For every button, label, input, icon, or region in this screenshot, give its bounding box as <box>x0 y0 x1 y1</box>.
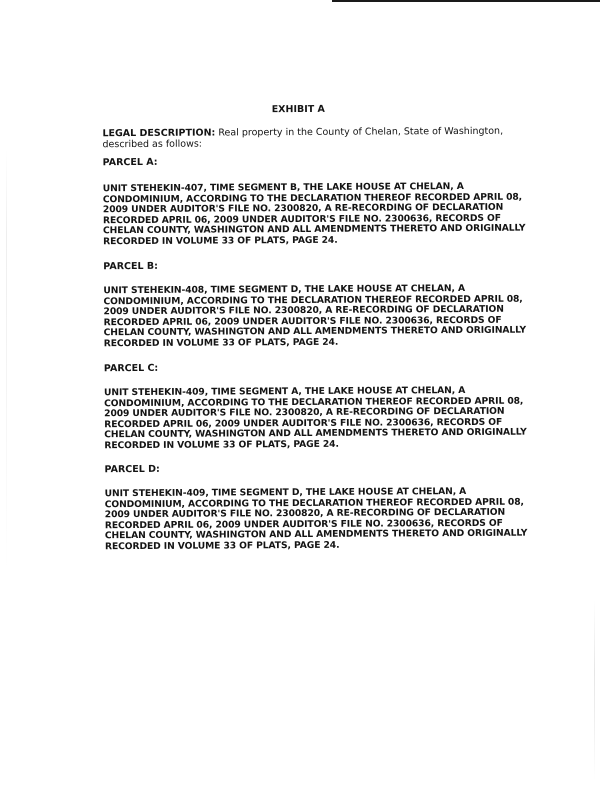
parcel-line: UNIT STEHEKIN-408, TIME SEGMENT D, THE LAKE HOUSE AT CHELAN, A <box>103 282 465 297</box>
parcel-c-description <box>103 384 527 452</box>
parcel-a-description <box>102 180 526 248</box>
parcel-d-heading: PARCEL D: <box>104 463 160 476</box>
parcel-line: 2009 UNDER AUDITOR'S FILE NO. 2300820, A RE-RECORDING OF DECLARATION <box>103 303 504 318</box>
parcel-line: UNIT STEHEKIN-409, TIME SEGMENT A, THE LAKE HOUSE AT CHELAN, A <box>103 384 466 399</box>
parcel-line: CHELAN COUNTY, WASHINGTON AND ALL AMENDMENTS THERETO AND ORIGINALLY <box>103 324 527 339</box>
parcel-line: CONDOMINIUM, ACCORDING TO THE DECLARATION THEREOF RECORDED APRIL 08, <box>102 191 523 205</box>
parcel-a-heading: PARCEL A: <box>102 156 158 169</box>
legal-description <box>102 127 522 151</box>
exhibit-title: EXHIBIT A <box>271 103 325 116</box>
parcel-line: CONDOMINIUM, ACCORDING TO THE DECLARATION THEREOF RECORDED APRIL 08, <box>103 293 523 307</box>
parcel-b-description <box>103 282 527 350</box>
parcel-line: CONDOMINIUM, ACCORDING TO THE DECLARATION THEREOF RECORDED APRIL 08, <box>104 496 524 510</box>
parcel-line: CHELAN COUNTY, WASHINGTON AND ALL AMENDMENTS THERETO AND ORIGINALLY <box>104 426 527 441</box>
legal-description-text: Real property in the County of Chelan, State of Washington, described as follows: <box>102 125 504 150</box>
parcel-line: RECORDED APRIL 06, 2009 UNDER AUDITOR'S FILE NO. 2300636, RECORDS OF <box>103 314 502 328</box>
parcel-line: RECORDED APRIL 06, 2009 UNDER AUDITOR'S FILE NO. 2300636, RECORDS OF <box>102 212 501 226</box>
legal-description-label: LEGAL DESCRIPTION: <box>102 127 216 140</box>
parcel-line: CHELAN COUNTY, WASHINGTON AND ALL AMENDMENTS THERETO AND ORIGINALLY <box>104 527 528 542</box>
parcel-b-heading: PARCEL B: <box>103 260 158 273</box>
parcel-line: 2009 UNDER AUDITOR'S FILE NO. 2300820, A RE-RECORDING OF DECLARATION <box>102 201 504 216</box>
parcel-d-description <box>104 485 528 553</box>
parcel-line: RECORDED IN VOLUME 33 OF PLATS, PAGE 24. <box>104 438 339 451</box>
parcel-line: CHELAN COUNTY, WASHINGTON AND ALL AMENDMENTS THERETO AND ORIGINALLY <box>102 222 526 237</box>
parcel-line: RECORDED IN VOLUME 33 OF PLATS, PAGE 24. <box>103 234 338 247</box>
parcel-line: RECORDED IN VOLUME 33 OF PLATS, PAGE 24. <box>104 539 340 552</box>
parcel-line: RECORDED IN VOLUME 33 OF PLATS, PAGE 24. <box>103 336 339 349</box>
parcel-line: UNIT STEHEKIN-407, TIME SEGMENT B, THE LAKE HOUSE AT CHELAN, A <box>102 180 464 195</box>
parcel-line: RECORDED APRIL 06, 2009 UNDER AUDITOR'S FILE NO. 2300636, RECORDS OF <box>104 517 503 531</box>
parcel-line: 2009 UNDER AUDITOR'S FILE NO. 2300820, A RE-RECORDING OF DECLARATION <box>104 506 506 521</box>
parcel-line: 2009 UNDER AUDITOR'S FILE NO. 2300820, A RE-RECORDING OF DECLARATION <box>104 405 505 420</box>
parcel-c-heading: PARCEL C: <box>103 362 159 375</box>
parcel-line: CONDOMINIUM, ACCORDING TO THE DECLARATION THEREOF RECORDED APRIL 08, <box>104 395 524 409</box>
parcel-line: UNIT STEHEKIN-409, TIME SEGMENT D, THE LAKE HOUSE AT CHELAN, A <box>104 485 467 500</box>
parcel-line: RECORDED APRIL 06, 2009 UNDER AUDITOR'S FILE NO. 2300636, RECORDS OF <box>104 416 503 430</box>
